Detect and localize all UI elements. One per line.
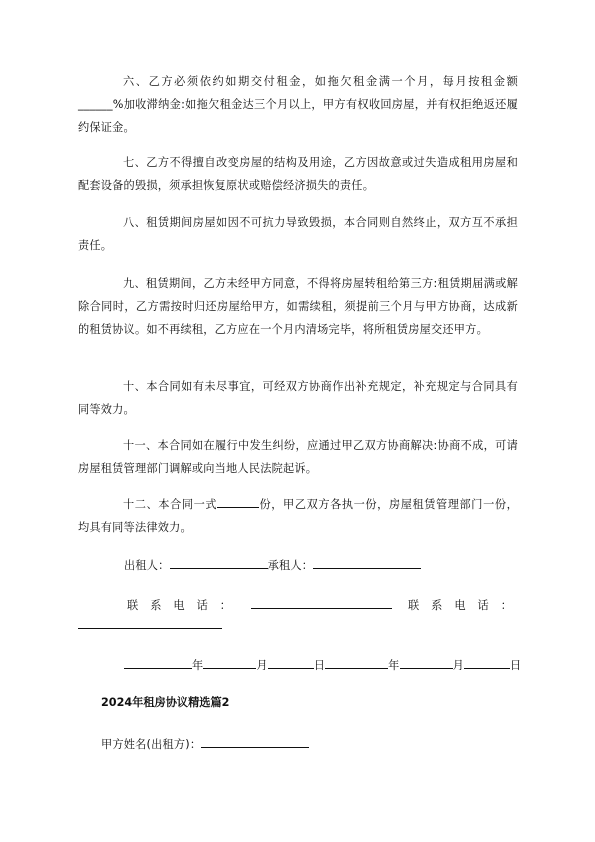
section-title: 2024年租房协议精选篇2 <box>101 696 230 709</box>
party-a-blank[interactable] <box>201 734 309 748</box>
lessee-phone-blank[interactable] <box>78 615 222 629</box>
lessee-phone-label: 联系电话： <box>407 599 524 612</box>
day-label: 日 <box>509 659 522 672</box>
lessor-phone-label: 联系电话： <box>127 599 243 612</box>
lessee-label: 承租人： <box>267 559 314 572</box>
clause-11: 十一、本合同如在履行中发生纠纷，应通过甲乙双方协商解决:协商不成，可请房屋租赁管理部门调解或向当地人民法院起诉。 <box>78 439 518 475</box>
copies-blank[interactable] <box>217 494 259 508</box>
lessor-label: 出租人： <box>124 559 170 572</box>
clause-12-text-a: 十二、本合同一式 <box>123 498 218 511</box>
month-label: 月 <box>452 659 464 672</box>
month-label: 月 <box>256 659 268 672</box>
party-a-label: 甲方姓名(出租方)： <box>101 738 202 751</box>
year-label: 年 <box>192 659 204 672</box>
lessee-month-blank[interactable] <box>400 655 453 669</box>
clause-8: 八、租赁期间房屋如因不可抗力导致毁损，本合同则自然终止，双方互不承担责任。 <box>78 216 518 252</box>
clause-12-text-b: 份，甲乙双方各执一份，房屋租赁管理部门一份，均具有同等法律效力。 <box>78 498 518 534</box>
clause-6-blank: ______ <box>78 98 113 111</box>
clause-9: 九、租赁期间，乙方未经甲方同意，不得将房屋转租给第三方:租赁期届满或解除合同时，乙方需按时归还房屋给甲方，如需续租，须提前三个月与甲方协商，达成新的租赁协议。如不再续租，乙方应在一个月内清场完毕，将所租赁房屋交还甲方。 <box>78 277 518 336</box>
clause-6-text-a: 六、乙方必须依约如期交付租金，如拖欠租金满一个月，每月按租金额 <box>123 75 518 88</box>
day-label: 日 <box>313 659 326 672</box>
lessor-year-blank[interactable] <box>124 655 192 669</box>
clause-6 <box>78 70 518 139</box>
date-row <box>124 654 521 677</box>
lessee-day-blank[interactable] <box>464 655 510 669</box>
lessee-blank[interactable] <box>313 555 421 569</box>
clause-12 <box>78 493 518 539</box>
party-signature-row <box>124 554 421 577</box>
lessor-blank[interactable] <box>170 555 268 569</box>
phone-row-continued <box>78 614 222 637</box>
clause-7: 七、乙方不得擅自改变房屋的结构及用途，乙方因故意或过失造成租用房屋和配套设备的毁损，须承担恢复原状或赔偿经济损失的责任。 <box>78 156 518 192</box>
lessee-year-blank[interactable] <box>325 655 388 669</box>
lessor-month-blank[interactable] <box>203 655 256 669</box>
clause-10: 十、本合同如有未尽事宜，可经双方协商作出补充规定，补充规定与合同具有同等效力。 <box>78 380 518 416</box>
lessor-phone-blank[interactable] <box>251 595 392 609</box>
lessor-day-blank[interactable] <box>268 655 314 669</box>
year-label: 年 <box>388 659 400 672</box>
party-a-row <box>101 733 309 756</box>
clause-6-text-b: %加收滞纳金:如拖欠租金达三个月以上，甲方有权收回房屋，并有权拒绝返还履约保证金。 <box>78 98 518 134</box>
